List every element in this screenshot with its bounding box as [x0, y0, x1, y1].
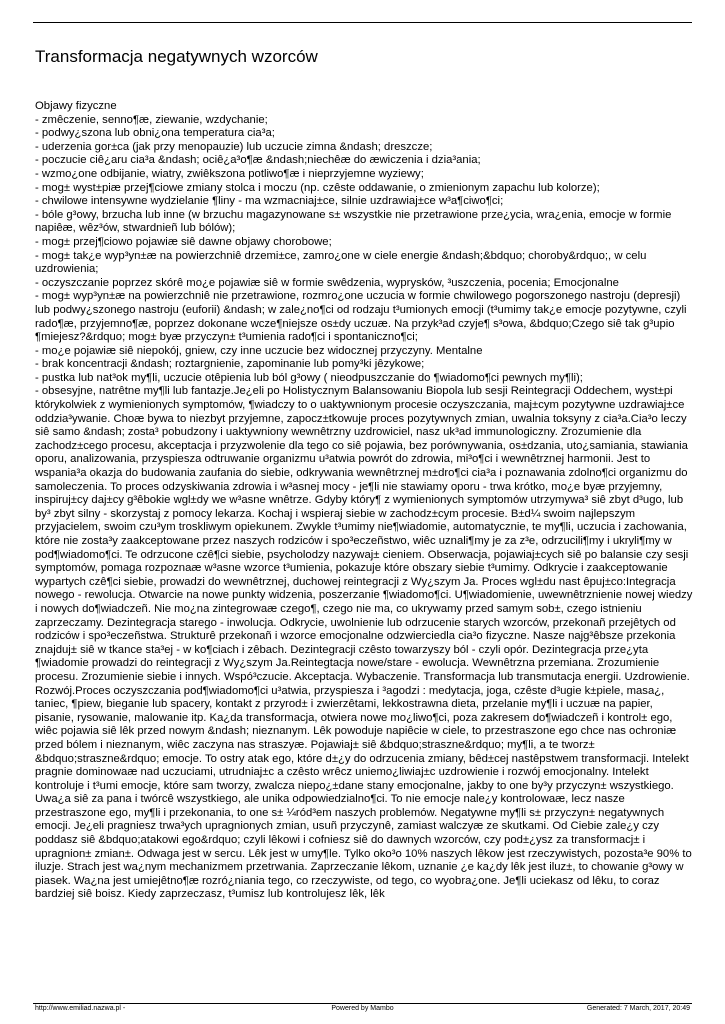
footer-powered-by: Powered by Mambo	[331, 1005, 394, 1012]
paragraph: - zmêczenie, senno¶æ, ziewanie, wzdychanie;	[35, 113, 268, 126]
paragraph: - mog± wyp³yn±æ na powierzchniê nie przetrawione, rozmro¿one uczucia w formie chwilowego pogorszonego nastroju (depresji) lub podwy¿szonego nastroju (euforii) &ndash; w zale¿no¶ci od rodzaju t³umionych emocji (t³umimy tak¿e emocje pozytywne, czyli rado¶æ, przyjemno¶æ, poprzez dokonane wcze¶niejsze os±dy uczuæ. Na przyk³ad czyje¶ s³owa, &bdquo;Czego siê tak g³upio ¶miejesz?&rdquo; mog± byæ przyczyn± t³umienia rado¶ci i spontaniczno¶ci;	[35, 290, 687, 344]
top-divider	[33, 22, 692, 23]
article-body	[35, 100, 693, 902]
paragraph: - mo¿e pojawiæ siê niepokój, gniew, czy inne uczucie bez widocznej przyczyny. Mentalne	[35, 344, 483, 357]
paragraph: - mog± wyst±piæ przej¶ciowe zmiany stolca i moczu (np. czêste oddawanie, o zmienionym zapachu lub kolorze);	[35, 181, 600, 194]
paragraph: - brak koncentracji &ndash; roztargnienie, zapominanie lub pomy³ki jêzykowe;	[35, 358, 425, 371]
paragraph: - oczyszczanie poprzez skórê mo¿e pojawiæ siê w formie swêdzenia, wyprysków, ³uszczenia, pocenia; Emocjonalne	[35, 276, 619, 289]
footer-url: http://www.emiliad.nazwa.pl -	[35, 1005, 126, 1012]
paragraph: - poczucie ciê¿aru cia³a &ndash; ociê¿a³o¶æ &ndash;niechêæ do æwiczenia i dzia³ania;	[35, 154, 481, 167]
paragraph: - obsesyjne, natrêtne my¶li lub fantazje.Je¿eli po Holistycznym Balansowaniu Biopola lub sesji Reintegracji Oddechem, wyst±pi którykolwiek z wymienionych symptomów, ¶wiadczy to o uaktywnionym procesie oczyszczania, maj±cym pozytywne uzdrawiaj±ce oddzia³ywanie. Choæ bywa to niezbyt przyjemne, zapocz±tkowuje proces pozytywnych zmian, uwalnia toksyny z cia³a.Cia³o leczy siê samo &ndash; zosta³ pobudzony i uaktywniony wewnêtrzny uzdrowiciel, nasz uk³ad immunologiczny. Zrozumienie dla zachodz±cego procesu, akceptacja i przyzwolenie dla tego co siê pojawia, bez porównywania, os±dzania, uto¿samiania, stawiania oporu, analizowania, przyspiesza odtruwanie organizmu u³atwia powrót do zdrowia, mi³o¶ci i wewnêtrznej harmonii. Jest to wspania³a okazja do budowania zaufania do siebie, odkrywania wewnêtrznej m±dro¶ci cia³a i poznawania zdolno¶ci organizmu do samoleczenia. To proces odzyskiwania zdrowia i w³asnej mocy - je¶li nie stawiamy oporu - trwa krótko, mo¿e byæ przyjemny, inspiruj±cy daj±cy g³êbokie wgl±dy we w³asne wnêtrze. Gdyby który¶ z wymienionych symptomów utrzymywa³ siê zbyt d³ugo, lub by³ zbyt silny - skorzystaj z pomocy lekarza. Kochaj i wspieraj siebie w zachodz±cym procesie. B±d¼ swoim najlepszym przyjacielem, swoim czu³ym troskliwym opiekunem. Zwykle t³umimy nie¶wiadomie, automatycznie, te my¶li, uczucia i zachowania, które nie zosta³y zaakceptowane przez naszych rodziców i spo³eczeñstwo, wiêc uznali¶my je za z³e, odrzucili¶my i ukryli¶my w pod¶wiadomo¶ci. Te odrzucone czê¶ci siebie, psycholodzy nazywaj± cieniem. Obserwacja, pojawiaj±cych siê po balansie czy sesji symptomów, pomaga rozpoznaæ w³asne wzorce t³umienia, pokazuje które obszary siebie t³umimy. Odkrycie i zaakceptowanie wypartych czê¶ci siebie, prowadzi do wewnêtrznej, duchowej reintegracji z Wy¿szym Ja. Proces wgl±du nast êpuj±co:Integracja nowego - rewolucja. Otwarcie na nowe punkty widzenia, poszerzanie ¶wiadomo¶ci. U¶wiadomienie, uwewnêtrznienie nowej wiedzy i nowych do¶wiadczeñ. Nie mo¿na zintegrowaæ czego¶, czego nie ma, co ukrywamy przed samym sob±, czego istnieniu zaprzeczamy. Dezintegracja starego - inwolucja. Odkrycie, uwolnienie lub odrzucenie starych wzorców, przekonañ przejêtych od rodziców i spo³eczeñstwa. Strukturê przekonañ i wzorce emocjonalne odzwierciedla cia³o fizyczne. Nasze najg³êbsze przekonia znajduj± siê w tkance sta³ej - w ko¶ciach i zêbach. Dezintegracji czêsto towarzyszy ból - czyli opór. Dezintegracja prze¿yta ¶wiadomie prowadzi do reintegracji z Wy¿szym Ja.Reintegtacja nowe/stare - ewolucja. Wewnêtrzna przemiana. Zrozumienie procesu. Zrozumienie siebie i innych. Wspó³czucie. Akceptacja. Wybaczenie. Transformacja lub transmutacja energii. Uzdrowienie. Rozwój.Proces oczyszczania pod¶wiadomo¶ci u³atwia, przyspiesza i ³agodzi : medytacja, joga, czêste d³ugie k±piele, masa¿, taniec, ¶piew, bieganie lub spacery, kontakt z przyrod± i zwierzêtami, lekkostrawna dieta, przelanie my¶li i uczuæ na papier, pisanie, rysowanie, malowanie itp. Ka¿da transformacja, otwiera nowe mo¿liwo¶ci, poza zakresem do¶wiadczeñ i kontrol± ego, wiêc pojawia siê lêk przed nowym &ndash; nieznanym. Lêk powoduje napiêcie w ciele, to przestraszone ego chce nas ochroniæ przed bólem i nieznanym, wiêc zaczyna nas straszyæ. Pojawiaj± siê &bdquo;strasznе&rdquo; my¶li, a te tworz± &bdquo;straszne&rdquo; emocje. To ostry atak ego, które d±¿y do odrzucenia zmiany, bêd±cej nastêpstwem transformacji. Intelekt pragnie dominowaæ nad uczuciami, utrudniaj±c a czêsto wrêcz uniemo¿liwiaj±c uzdrowienie i rozwój emocjonalny. Intelekt kontroluje i t³umi emocje, które sam tworzy, zwalcza niepo¿±dane stany emocjonalne, jakby to one by³y przyczyn± wszystkiego. Uwa¿a siê za pana i twórcê wszystkiego, ale unika odpowiedzialno¶ci. To nie emocje nale¿y kontrolowaæ, lecz nasze przestraszone ego, my¶li i przekonania, to one s± ¼ród³em naszych problemów. Negatywne my¶li s± przyczyn± negatywnych emocji. Je¿eli pragniesz trwa³ych upragnionych zmian, usuñ przyczynê, zamiast walczyæ ze skutkami. Od Ciebie zale¿y czy poddasz siê &bdquo;atakowi ego&rdquo; czyli lêkowi i cofniesz siê do dawnych wzorców, czy pod±¿ysz za transformacj± i upragnion± zmian±. Odwaga jest w sercu. Lêk jest w umy¶le. Tylko oko³o 10% naszych lêkow jest rzeczywistych, pozosta³e 90% to iluzje. Strach jest wa¿nym mechanizmem przetrwania. Zaprzeczanie lêkom, uznanie ¿e ka¿dy lêk jest iluz±, to chowanie g³owy w piasek. Wa¿na jest umiejêtno¶æ rozró¿niania tego, co rzeczywiste, od tego, co wyobra¿one. Je¶li uciekasz od lêku, to coraz bardziej siê boisz. Kiedy zaprzeczasz, t³umisz lub kontrolujesz lêk, lêk	[35, 385, 693, 901]
paragraph: - mog± przej¶ciowo pojawiæ siê dawne objawy chorobowe;	[35, 235, 332, 248]
paragraph: Objawy fizyczne	[35, 100, 117, 112]
paragraph: - podwy¿szona lub obni¿ona temperatura cia³a;	[35, 127, 275, 140]
footer-generated: Generated: 7 March, 2017, 20:49	[586, 1005, 690, 1012]
paragraph: - wzmo¿one odbijanie, wiatry, zwiêkszona potliwo¶æ i nieprzyjemne wyziewy;	[35, 167, 424, 180]
paragraph: - chwilowe intensywne wydzielanie ¶liny - ma wzmacniaj±ce, silnie uzdrawiaj±ce w³a¶ciwo¶ci;	[35, 195, 504, 208]
bottom-divider	[33, 1003, 692, 1004]
paragraph: - mog± tak¿e wyp³yn±æ na powierzchniê drzemi±ce, zamro¿one w ciele energie &ndash;&bdquo; choroby&rdquo;, w celu uzdrowienia;	[35, 249, 647, 276]
paragraph: - bóle g³owy, brzucha lub inne (w brzuchu magazynowane s± wszystkie nie przetrawione prze¿ycia, wra¿enia, emocje w formie napiêæ, wêz³ów, stwardnieñ lub bólów);	[35, 208, 672, 235]
paragraph: - uderzenia gor±ca (jak przy menopauzie) lub uczucie zimna &ndash; dreszcze;	[35, 140, 433, 153]
paragraph: - pustka lub nat³ok my¶li, uczucie otêpienia lub ból g³owy ( nieodpuszczanie do ¶wiadomo¶ci pewnych my¶li);	[35, 371, 583, 384]
page-title: Transformacja negatywnych wzorców	[35, 47, 318, 67]
